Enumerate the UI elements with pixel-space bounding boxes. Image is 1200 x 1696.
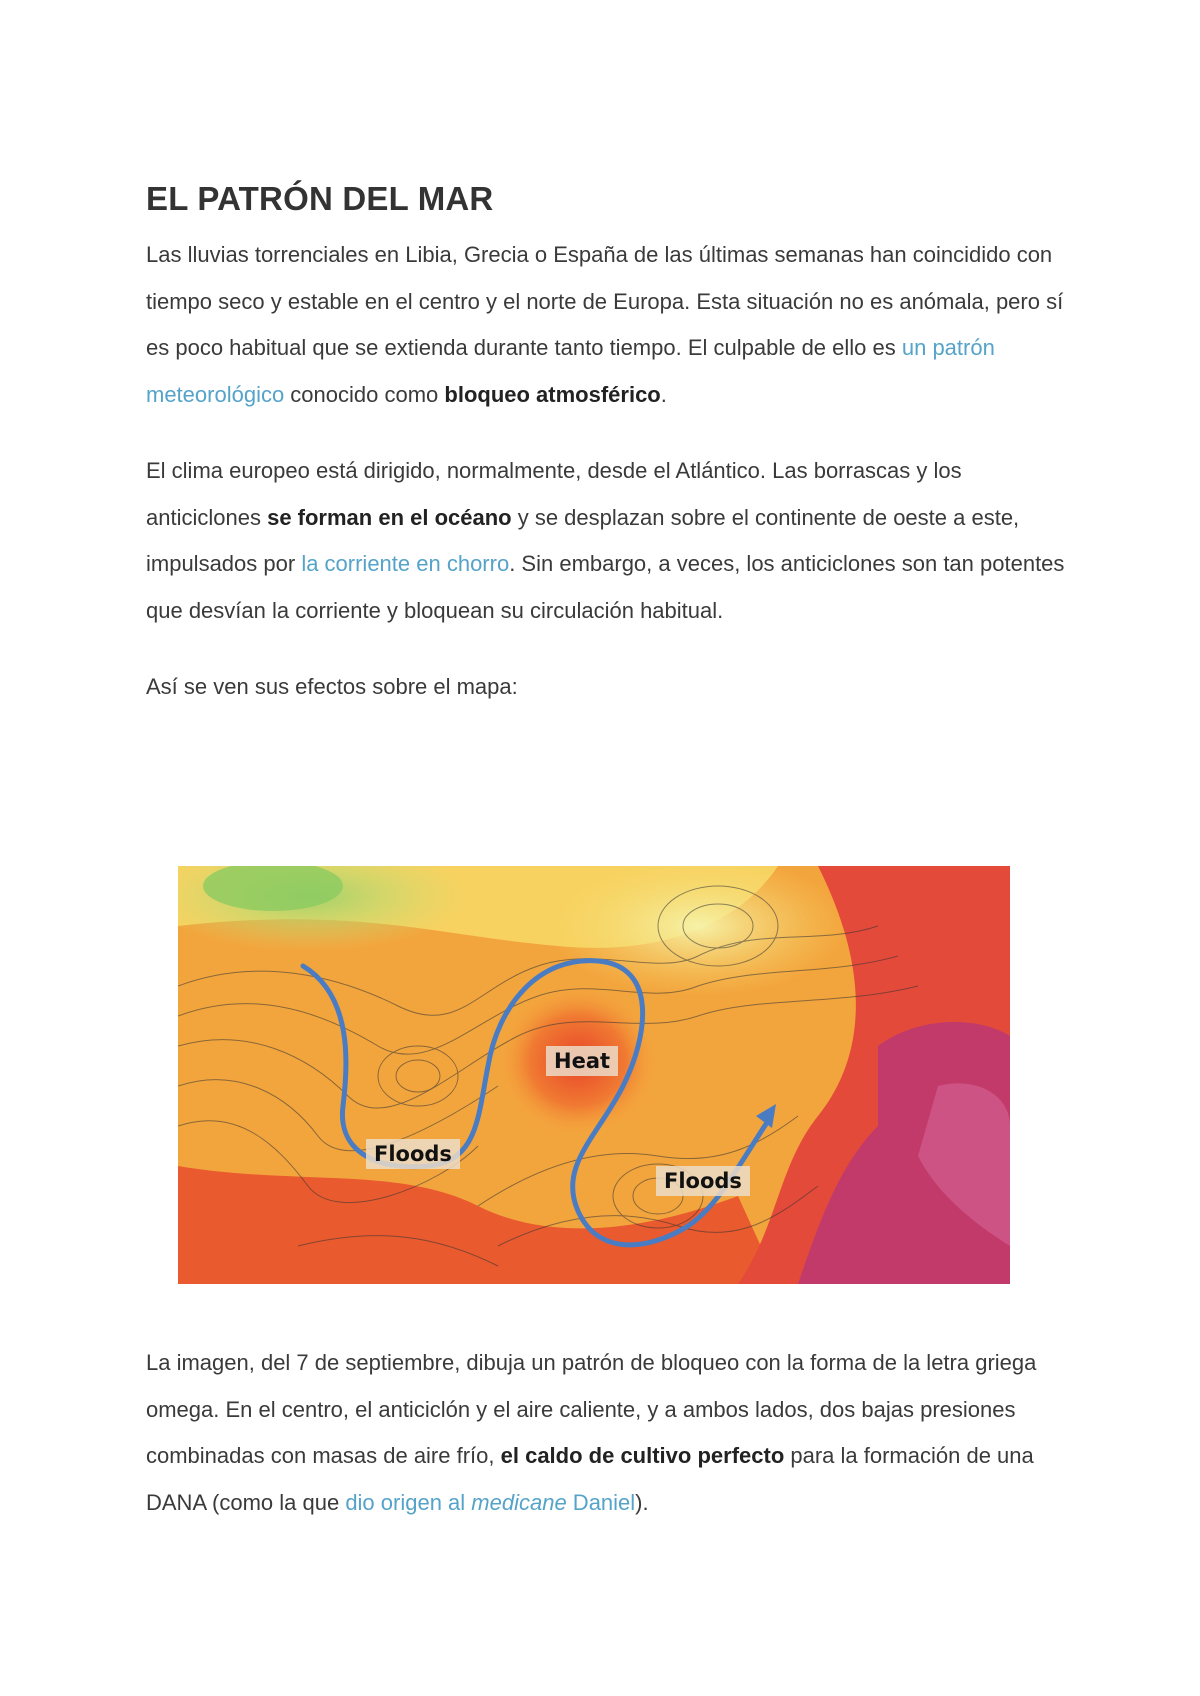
- link-dio-origen[interactable]: dio origen al medicane Daniel: [345, 1489, 636, 1515]
- paragraph-3: Así se ven sus efectos sobre el mapa:: [146, 674, 518, 699]
- bold-se-forman: se forman en el océano: [267, 504, 512, 530]
- map-label-floods-west: Floods: [366, 1139, 460, 1169]
- map-label-heat: Heat: [546, 1046, 618, 1076]
- paragraph-2: El clima europeo está dirigido, normalmente, desde el Atlántico. Las borrascas y los anticiclones se forman en el océano y se desplazan sobre el continente de oeste a este, impulsados por la corriente en chorro. Sin embargo, a veces, los anticiclones son tan potentes que desvían la corriente y bloquean su circulación habitual.: [146, 458, 1065, 623]
- weather-map-figure: [178, 866, 1010, 1284]
- link-patron-meteorologico[interactable]: un patrón meteorológico: [146, 335, 995, 407]
- paragraph-1: Las lluvias torrenciales en Libia, Grecia o España de las últimas semanas han coincidido con tiempo seco y estable en el centro y el norte de Europa. Esta situación no es anómala, pero sí es poco habitual que se extienda durante tanto tiempo. El culpable de ello es un patrón meteorológico conocido como bloqueo atmosférico.: [146, 242, 1064, 407]
- paragraph-4: La imagen, del 7 de septiembre, dibuja un patrón de bloqueo con la forma de la letra griega omega. En el centro, el anticiclón y el aire caliente, y a ambos lados, dos bajas presiones combinadas con masas de aire frío, el caldo de cultivo perfecto para la formación de una DANA (como la que dio origen al medicane Daniel).: [146, 1350, 1037, 1515]
- article-continued: [146, 1340, 1066, 1556]
- bold-caldo-de-cultivo: el caldo de cultivo perfecto: [500, 1443, 785, 1468]
- link-corriente-en-chorro[interactable]: la corriente en chorro: [301, 551, 510, 576]
- article: [146, 180, 1066, 741]
- map-label-floods-east: Floods: [656, 1166, 750, 1196]
- bold-bloqueo-atmosferico: bloqueo atmosférico: [444, 381, 661, 407]
- page-title: EL PATRÓN DEL MAR: [146, 180, 494, 217]
